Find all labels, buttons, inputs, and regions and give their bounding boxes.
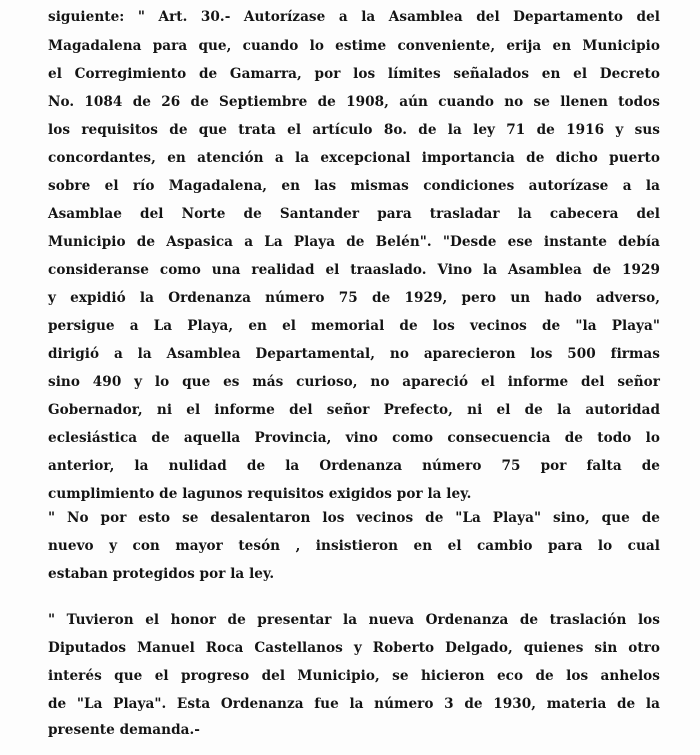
text-line: persigue a La Playa, en el memorial de los vecinos de "la Playa" bbox=[48, 318, 660, 334]
text-line: estaban protegidos por la ley. bbox=[48, 566, 275, 582]
text-line: interés que el progreso del Municipio, se hicieron eco de los anhelos bbox=[48, 668, 660, 684]
text-line: anterior, la nulidad de la Ordenanza número 75 por falta de bbox=[48, 458, 660, 474]
text-line: " Tuvieron el honor de presentar la nueva Ordenanza de traslación los bbox=[48, 612, 660, 628]
text-line: sobre el río Magadalena, en las mismas condiciones autorízase a la bbox=[48, 178, 660, 194]
text-line: Asamblae del Norte de Santander para trasladar la cabecera del bbox=[48, 206, 660, 222]
text-line: " No por esto se desalentaron los vecinos de "La Playa" sino, que de bbox=[48, 510, 660, 526]
text-line: siguiente: " Art. 30.- Autorízase a la Asamblea del Departamento del bbox=[48, 9, 660, 25]
text-line: No. 1084 de 26 de Septiembre de 1908, aún cuando no se llenen todos bbox=[48, 94, 660, 110]
text-line: Magadalena para que, cuando lo estime conveniente, erija en Municipio bbox=[48, 38, 660, 54]
text-line: eclesiástica de aquella Provincia, vino como consecuencia de todo lo bbox=[48, 430, 660, 446]
text-line: de "La Playa". Esta Ordenanza fue la número 3 de 1930, materia de la bbox=[48, 696, 660, 712]
text-line: el Corregimiento de Gamarra, por los límites señalados en el Decreto bbox=[48, 66, 660, 82]
text-line: sino 490 y lo que es más curioso, no apareció el informe del señor bbox=[48, 374, 660, 390]
text-line: presente demanda.- bbox=[48, 722, 200, 738]
text-line: Gobernador, ni el informe del señor Prefecto, ni el de la autoridad bbox=[48, 402, 660, 418]
text-line: Municipio de Aspasica a La Playa de Belén". "Desde ese instante debía bbox=[48, 234, 660, 250]
text-line: cumplimiento de lagunos requisitos exigidos por la ley. bbox=[48, 486, 472, 502]
text-line: y expidió la Ordenanza número 75 de 1929, pero un hado adverso, bbox=[48, 290, 660, 306]
text-line: dirigió a la Asamblea Departamental, no aparecieron los 500 firmas bbox=[48, 346, 660, 362]
text-line: consideranse como una realidad el traaslado. Vino la Asamblea de 1929 bbox=[48, 262, 660, 278]
text-line: los requisitos de que trata el artículo 8o. de la ley 71 de 1916 y sus bbox=[48, 122, 660, 138]
text-line: nuevo y con mayor tesón , insistieron en el cambio para lo cual bbox=[48, 538, 660, 554]
text-line: Diputados Manuel Roca Castellanos y Roberto Delgado, quienes sin otro bbox=[48, 640, 660, 656]
text-line: concordantes, en atención a la excepcional importancia de dicho puerto bbox=[48, 150, 660, 166]
